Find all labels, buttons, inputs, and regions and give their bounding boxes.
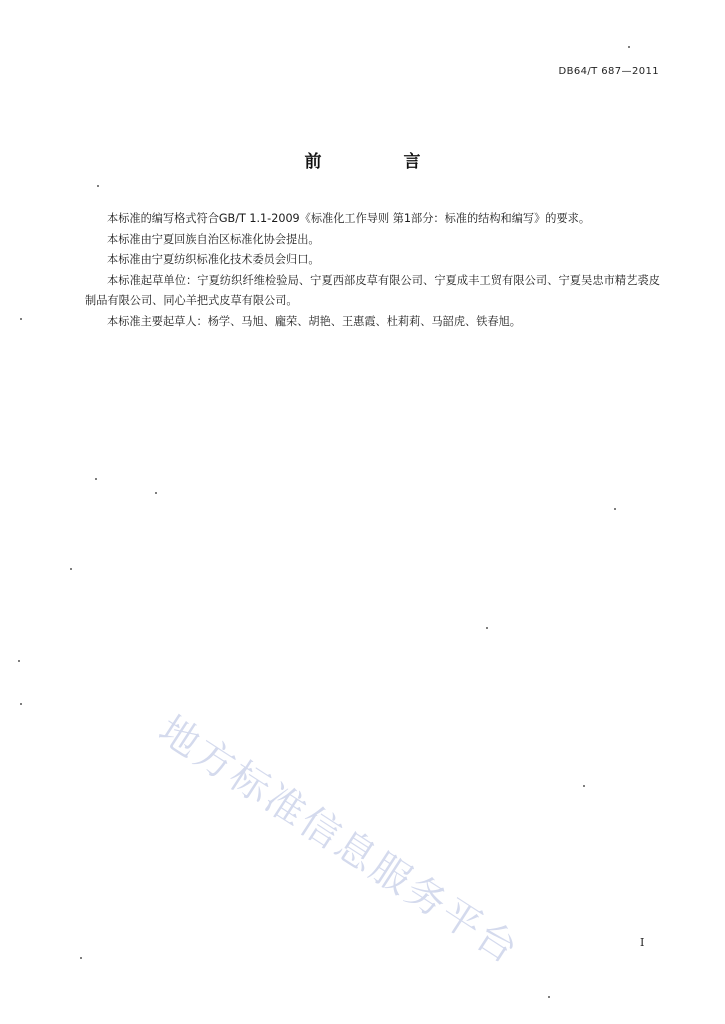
paragraph-format: 本标准的编写格式符合GB/T 1.1-2009《标准化工作导则 第1部分：标准的结构和编写》的要求。 xyxy=(107,212,591,225)
scan-speck xyxy=(20,318,22,320)
paragraph-committee: 本标准由宁夏纺织标准化技术委员会归口。 xyxy=(107,253,320,267)
paragraph-proposer: 本标准由宁夏回族自治区标准化协会提出。 xyxy=(107,232,320,246)
paragraph-drafters: 本标准主要起草人：杨学、马旭、龐荣、胡艳、王惠霞、杜莉莉、马韶虎、铁春旭。 xyxy=(107,314,521,328)
scan-speck xyxy=(548,996,550,998)
scan-speck xyxy=(95,478,97,480)
scan-speck xyxy=(486,627,488,629)
scan-speck xyxy=(155,492,157,494)
foreword-title: 前 言 xyxy=(304,152,459,172)
scan-speck xyxy=(80,957,82,959)
scan-speck xyxy=(18,660,20,662)
scan-speck xyxy=(97,185,99,187)
foreword-body xyxy=(85,209,660,333)
scan-speck xyxy=(628,46,630,48)
scan-speck xyxy=(614,508,616,510)
page-number: I xyxy=(640,936,645,949)
watermark: 地方标准信息服务平台 xyxy=(150,707,528,975)
scan-speck xyxy=(20,703,22,705)
paragraph-drafting-units: 本标准起草单位：宁夏纺织纤维检验局、宁夏西部皮草有限公司、宁夏成丰工贸有限公司、宁夏吴忠市精艺裘皮制品有限公司、同心羊把式皮草有限公司。 xyxy=(85,273,660,308)
scan-speck xyxy=(583,785,585,787)
document-code: DB64/T 687—2011 xyxy=(558,66,659,77)
scan-speck xyxy=(70,568,72,570)
